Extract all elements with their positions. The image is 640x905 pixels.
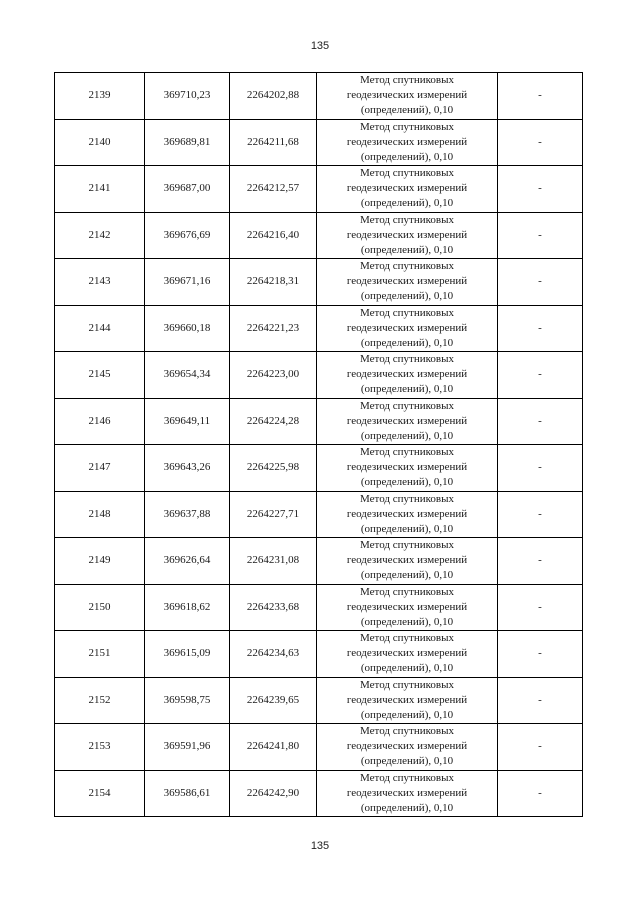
table-row: [55, 166, 583, 213]
method-text-line3: (определений), 0,10: [360, 755, 454, 768]
x-coordinate-cell: 369643,26: [145, 445, 230, 492]
description-cell: -: [498, 677, 583, 724]
point-number-cell: 2153: [55, 724, 145, 771]
method-cell: [317, 445, 498, 492]
point-number-cell: 2140: [55, 119, 145, 166]
description-cell: -: [498, 212, 583, 259]
method-cell: [317, 584, 498, 631]
method-text-line1: Метод спутниковых: [360, 213, 454, 226]
x-coordinate-cell: 369618,62: [145, 584, 230, 631]
x-coordinate-cell: 369649,11: [145, 398, 230, 445]
method-text-line3: (определений), 0,10: [360, 336, 454, 349]
y-coordinate-cell: 2264202,88: [230, 73, 317, 120]
method-text-line3: (определений), 0,10: [360, 150, 454, 163]
y-coordinate-cell: 2264225,98: [230, 445, 317, 492]
table-row: [55, 73, 583, 120]
x-coordinate-cell: 369660,18: [145, 305, 230, 352]
x-coordinate-cell: 369654,34: [145, 352, 230, 399]
point-number-cell: 2144: [55, 305, 145, 352]
method-text-line3: (определений), 0,10: [360, 801, 454, 814]
table-row: [55, 305, 583, 352]
method-text-line1: Метод спутниковых: [360, 678, 454, 691]
method-text-line2: геодезических измерений: [346, 275, 468, 288]
description-cell: -: [498, 770, 583, 817]
method-text-line1: Метод спутниковых: [360, 74, 454, 87]
method-text-line3: (определений), 0,10: [360, 476, 454, 489]
method-text-line2: геодезических измерений: [346, 786, 468, 799]
point-number-cell: 2141: [55, 166, 145, 213]
y-coordinate-cell: 2264233,68: [230, 584, 317, 631]
table-row: [55, 445, 583, 492]
y-coordinate-cell: 2264221,23: [230, 305, 317, 352]
description-cell: -: [498, 445, 583, 492]
description-cell: -: [498, 352, 583, 399]
method-cell: [317, 119, 498, 166]
point-number-cell: 2148: [55, 491, 145, 538]
method-text-line1: Метод спутниковых: [360, 446, 454, 459]
method-text-line2: геодезических измерений: [346, 554, 468, 567]
method-text-line1: Метод спутниковых: [360, 539, 454, 552]
method-text-line1: Метод спутниковых: [360, 260, 454, 273]
y-coordinate-cell: 2264242,90: [230, 770, 317, 817]
table-row: [55, 538, 583, 585]
y-coordinate-cell: 2264211,68: [230, 119, 317, 166]
method-cell: [317, 352, 498, 399]
method-text-line3: (определений), 0,10: [360, 197, 454, 210]
point-number-cell: 2145: [55, 352, 145, 399]
point-number-cell: 2149: [55, 538, 145, 585]
point-number-cell: 2147: [55, 445, 145, 492]
table-row: [55, 398, 583, 445]
description-cell: -: [498, 724, 583, 771]
table-row: [55, 770, 583, 817]
table-row: [55, 491, 583, 538]
method-text-line2: геодезических измерений: [346, 740, 468, 753]
x-coordinate-cell: 369626,64: [145, 538, 230, 585]
method-text-line1: Метод спутниковых: [360, 120, 454, 133]
x-coordinate-cell: 369676,69: [145, 212, 230, 259]
y-coordinate-cell: 2264218,31: [230, 259, 317, 306]
method-text-line2: геодезических измерений: [346, 135, 468, 148]
method-text-line2: геодезических измерений: [346, 461, 468, 474]
method-text-line2: геодезических измерений: [346, 228, 468, 241]
y-coordinate-cell: 2264239,65: [230, 677, 317, 724]
coordinates-table-body: [55, 73, 583, 817]
method-text-line1: Метод спутниковых: [360, 725, 454, 738]
method-text-line2: геодезических измерений: [346, 414, 468, 427]
method-cell: [317, 631, 498, 678]
method-text-line1: Метод спутниковых: [360, 353, 454, 366]
point-number-cell: 2142: [55, 212, 145, 259]
method-cell: [317, 677, 498, 724]
point-number-cell: 2152: [55, 677, 145, 724]
description-cell: -: [498, 491, 583, 538]
method-text-line1: Метод спутниковых: [360, 632, 454, 645]
y-coordinate-cell: 2264223,00: [230, 352, 317, 399]
description-cell: -: [498, 538, 583, 585]
point-number-cell: 2139: [55, 73, 145, 120]
method-text-line1: Метод спутниковых: [360, 167, 454, 180]
point-number-cell: 2151: [55, 631, 145, 678]
method-text-line3: (определений), 0,10: [360, 708, 454, 721]
method-text-line3: (определений), 0,10: [360, 243, 454, 256]
table-row: [55, 724, 583, 771]
method-text-line1: Метод спутниковых: [360, 306, 454, 319]
y-coordinate-cell: 2264231,08: [230, 538, 317, 585]
x-coordinate-cell: 369591,96: [145, 724, 230, 771]
method-text-line2: геодезических измерений: [346, 321, 468, 334]
method-text-line3: (определений), 0,10: [360, 569, 454, 582]
table-row: [55, 631, 583, 678]
method-text-line3: (определений), 0,10: [360, 662, 454, 675]
method-text-line1: Метод спутниковых: [360, 399, 454, 412]
method-cell: [317, 770, 498, 817]
point-number-cell: 2150: [55, 584, 145, 631]
x-coordinate-cell: 369615,09: [145, 631, 230, 678]
method-text-line2: геодезических измерений: [346, 647, 468, 660]
method-cell: [317, 724, 498, 771]
method-text-line3: (определений), 0,10: [360, 615, 454, 628]
method-text-line1: Метод спутниковых: [360, 585, 454, 598]
method-cell: [317, 166, 498, 213]
point-number-cell: 2143: [55, 259, 145, 306]
table-row: [55, 677, 583, 724]
point-number-cell: 2154: [55, 770, 145, 817]
method-cell: [317, 212, 498, 259]
method-text-line2: геодезических измерений: [346, 600, 468, 613]
method-cell: [317, 491, 498, 538]
method-cell: [317, 73, 498, 120]
y-coordinate-cell: 2264216,40: [230, 212, 317, 259]
table-row: [55, 352, 583, 399]
x-coordinate-cell: 369687,00: [145, 166, 230, 213]
y-coordinate-cell: 2264224,28: [230, 398, 317, 445]
method-text-line2: геодезических измерений: [346, 507, 468, 520]
y-coordinate-cell: 2264234,63: [230, 631, 317, 678]
point-number-cell: 2146: [55, 398, 145, 445]
x-coordinate-cell: 369671,16: [145, 259, 230, 306]
method-text-line3: (определений), 0,10: [360, 383, 454, 396]
method-text-line3: (определений), 0,10: [360, 290, 454, 303]
table-row: [55, 584, 583, 631]
description-cell: -: [498, 119, 583, 166]
x-coordinate-cell: 369586,61: [145, 770, 230, 817]
table-row: [55, 212, 583, 259]
method-text-line2: геодезических измерений: [346, 89, 468, 102]
x-coordinate-cell: 369689,81: [145, 119, 230, 166]
description-cell: -: [498, 73, 583, 120]
x-coordinate-cell: 369598,75: [145, 677, 230, 724]
y-coordinate-cell: 2264212,57: [230, 166, 317, 213]
table-row: [55, 119, 583, 166]
description-cell: -: [498, 166, 583, 213]
page-number-top: 135: [310, 40, 330, 52]
coordinates-table: [54, 72, 583, 817]
method-text-line3: (определений), 0,10: [360, 429, 454, 442]
x-coordinate-cell: 369637,88: [145, 491, 230, 538]
y-coordinate-cell: 2264241,80: [230, 724, 317, 771]
method-text-line2: геодезических измерений: [346, 368, 468, 381]
description-cell: -: [498, 398, 583, 445]
method-text-line2: геодезических измерений: [346, 693, 468, 706]
method-cell: [317, 305, 498, 352]
method-text-line1: Метод спутниковых: [360, 492, 454, 505]
method-text-line3: (определений), 0,10: [360, 522, 454, 535]
description-cell: -: [498, 631, 583, 678]
method-text-line3: (определений), 0,10: [360, 104, 454, 117]
description-cell: -: [498, 259, 583, 306]
method-text-line1: Метод спутниковых: [360, 771, 454, 784]
method-cell: [317, 398, 498, 445]
method-text-line2: геодезических измерений: [346, 182, 468, 195]
table-row: [55, 259, 583, 306]
description-cell: -: [498, 305, 583, 352]
method-cell: [317, 259, 498, 306]
description-cell: -: [498, 584, 583, 631]
y-coordinate-cell: 2264227,71: [230, 491, 317, 538]
method-cell: [317, 538, 498, 585]
x-coordinate-cell: 369710,23: [145, 73, 230, 120]
page-number-bottom: 135: [310, 840, 330, 852]
